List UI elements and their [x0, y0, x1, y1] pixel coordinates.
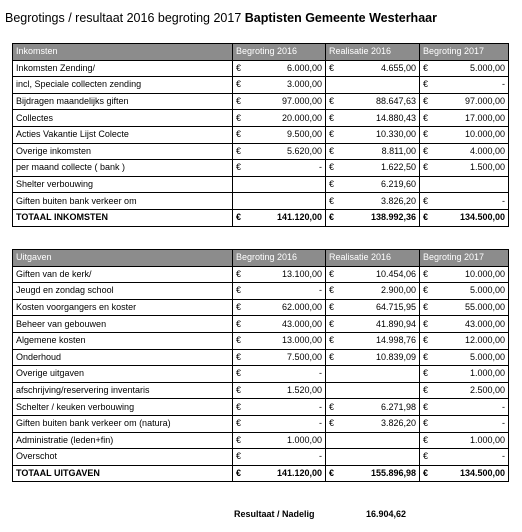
- currency-symbol: €: [236, 145, 242, 156]
- amount-value: -: [319, 401, 322, 412]
- amount-value: 2.500,00: [469, 385, 505, 396]
- currency-symbol: €: [329, 96, 335, 107]
- table-row: [13, 366, 509, 383]
- currency-symbol: €: [423, 302, 429, 313]
- title-prefix: Begrotings / resultaat 2016 begroting 2017: [5, 11, 245, 25]
- amount-cell: [233, 465, 326, 482]
- amount-value: 1.000,00: [469, 434, 505, 445]
- amount-cell: [233, 299, 326, 316]
- income-header-cell: Begroting 2017: [420, 44, 509, 61]
- amount-value: 55.000,00: [464, 302, 505, 313]
- currency-symbol: €: [423, 62, 429, 73]
- expense-table: [12, 249, 509, 482]
- amount-cell: [233, 283, 326, 300]
- amount-cell: [233, 126, 326, 143]
- currency-symbol: €: [329, 129, 335, 140]
- table-row: [13, 316, 509, 333]
- row-label: Shelter verbouwing: [13, 176, 233, 193]
- currency-symbol: €: [236, 468, 242, 479]
- amount-cell: [233, 316, 326, 333]
- currency-symbol: €: [329, 195, 335, 206]
- result-label: Resultaat / Nadelig: [234, 509, 315, 519]
- amount-value: -: [502, 418, 505, 429]
- amount-value: 1.000,00: [286, 434, 322, 445]
- currency-symbol: €: [329, 162, 335, 173]
- currency-symbol: €: [329, 335, 335, 346]
- expense-header-cell: Begroting 2017: [420, 250, 509, 267]
- currency-symbol: €: [236, 162, 242, 173]
- amount-value: 5.000,00: [469, 285, 505, 296]
- amount-value: 1.520,00: [286, 385, 322, 396]
- currency-symbol: €: [329, 179, 335, 190]
- amount-cell: [233, 266, 326, 283]
- amount-value: -: [319, 451, 322, 462]
- amount-cell: [326, 77, 420, 94]
- row-label: Collectes: [13, 110, 233, 127]
- table-row: [13, 432, 509, 449]
- amount-cell: [326, 93, 420, 110]
- row-label: Inkomsten Zending/: [13, 60, 233, 77]
- amount-cell: [420, 193, 509, 210]
- amount-value: 155.896,98: [370, 468, 416, 479]
- amount-value: 88.647,63: [375, 96, 416, 107]
- amount-cell: [420, 93, 509, 110]
- income-header-row: [13, 44, 509, 61]
- currency-symbol: €: [423, 195, 429, 206]
- amount-cell: [420, 316, 509, 333]
- amount-value: 9.500,00: [286, 129, 322, 140]
- currency-symbol: €: [329, 112, 335, 123]
- amount-value: 97.000,00: [464, 96, 505, 107]
- amount-value: 64.715,95: [375, 302, 416, 313]
- amount-cell: [326, 399, 420, 416]
- row-label: per maand collecte ( bank ): [13, 160, 233, 177]
- amount-value: -: [502, 451, 505, 462]
- currency-symbol: €: [423, 335, 429, 346]
- amount-value: 10.330,00: [375, 129, 416, 140]
- table-row: [13, 193, 509, 210]
- currency-symbol: €: [423, 368, 429, 379]
- amount-cell: [420, 160, 509, 177]
- row-label: Overige uitgaven: [13, 366, 233, 383]
- amount-value: 134.500,00: [459, 212, 505, 223]
- table-row: [13, 299, 509, 316]
- amount-cell: [233, 93, 326, 110]
- currency-symbol: €: [423, 451, 429, 462]
- table-row: [13, 449, 509, 466]
- amount-value: 5.000,00: [469, 351, 505, 362]
- amount-value: 43.000,00: [464, 318, 505, 329]
- currency-symbol: €: [423, 96, 429, 107]
- currency-symbol: €: [236, 302, 242, 313]
- currency-symbol: €: [236, 368, 242, 379]
- amount-value: 1.500,00: [469, 162, 505, 173]
- row-label: Kosten voorgangers en koster: [13, 299, 233, 316]
- amount-value: -: [319, 418, 322, 429]
- title-church-name: Baptisten Gemeente Westerhaar: [244, 11, 437, 25]
- amount-cell: [233, 332, 326, 349]
- amount-cell: [420, 415, 509, 432]
- row-label: afschrijving/reservering inventaris: [13, 382, 233, 399]
- expense-header-cell: Begroting 2016: [233, 250, 326, 267]
- amount-value: 4.000,00: [469, 145, 505, 156]
- currency-symbol: €: [329, 302, 335, 313]
- row-label: Bijdragen maandelijks giften: [13, 93, 233, 110]
- amount-value: 10.839,09: [375, 351, 416, 362]
- amount-value: 62.000,00: [281, 302, 322, 313]
- amount-value: 5.000,00: [469, 62, 505, 73]
- amount-value: 6.271,98: [380, 401, 416, 412]
- amount-value: 97.000,00: [281, 96, 322, 107]
- amount-cell: [420, 126, 509, 143]
- amount-value: 13.000,00: [281, 335, 322, 346]
- currency-symbol: €: [236, 212, 242, 223]
- income-header-cell: Begroting 2016: [233, 44, 326, 61]
- amount-value: 3.000,00: [286, 79, 322, 90]
- amount-value: 141.120,00: [276, 212, 322, 223]
- amount-cell: [326, 465, 420, 482]
- amount-value: 8.811,00: [381, 145, 416, 156]
- amount-cell: [420, 366, 509, 383]
- amount-cell: [326, 366, 420, 383]
- amount-value: 10.000,00: [464, 268, 505, 279]
- income-total-row: [13, 209, 509, 226]
- currency-symbol: €: [329, 145, 335, 156]
- row-label: Acties Vakantie Lijst Colecte: [13, 126, 233, 143]
- currency-symbol: €: [236, 401, 242, 412]
- currency-symbol: €: [236, 318, 242, 329]
- amount-value: 14.998,76: [375, 335, 416, 346]
- amount-cell: [420, 349, 509, 366]
- row-label: Onderhoud: [13, 349, 233, 366]
- income-table: [12, 43, 509, 227]
- amount-cell: [420, 332, 509, 349]
- table-row: [13, 176, 509, 193]
- currency-symbol: €: [236, 96, 242, 107]
- row-label: Overige inkomsten: [13, 143, 233, 160]
- row-label: Administratie (leden+fin): [13, 432, 233, 449]
- currency-symbol: €: [236, 451, 242, 462]
- amount-cell: [420, 143, 509, 160]
- amount-value: 3.826,20: [380, 418, 416, 429]
- expense-header-row: [13, 250, 509, 267]
- amount-cell: [420, 465, 509, 482]
- amount-value: 5.620,00: [286, 145, 322, 156]
- amount-cell: [326, 449, 420, 466]
- amount-value: 6.219,60: [380, 179, 416, 190]
- amount-value: -: [319, 368, 322, 379]
- table-row: [13, 60, 509, 77]
- amount-cell: [233, 449, 326, 466]
- amount-cell: [326, 143, 420, 160]
- amount-cell: [233, 349, 326, 366]
- currency-symbol: €: [423, 212, 429, 223]
- amount-cell: [326, 415, 420, 432]
- income-header-cell: Inkomsten: [13, 44, 233, 61]
- amount-cell: [420, 110, 509, 127]
- amount-cell: [233, 382, 326, 399]
- amount-value: 1.000,00: [469, 368, 505, 379]
- amount-value: 43.000,00: [281, 318, 322, 329]
- currency-symbol: €: [423, 318, 429, 329]
- amount-value: 141.120,00: [276, 468, 322, 479]
- amount-value: -: [319, 162, 322, 173]
- income-header-cell: Realisatie 2016: [326, 44, 420, 61]
- table-row: [13, 399, 509, 416]
- amount-cell: [420, 449, 509, 466]
- currency-symbol: €: [236, 335, 242, 346]
- currency-symbol: €: [423, 468, 429, 479]
- amount-cell: [420, 299, 509, 316]
- amount-cell: [420, 77, 509, 94]
- row-label: incl, Speciale collecten zending: [13, 77, 233, 94]
- currency-symbol: €: [423, 401, 429, 412]
- page-title: [5, 11, 437, 25]
- amount-cell: [420, 283, 509, 300]
- amount-cell: [420, 266, 509, 283]
- amount-cell: [233, 77, 326, 94]
- amount-cell: [233, 110, 326, 127]
- currency-symbol: €: [329, 318, 335, 329]
- table-row: [13, 349, 509, 366]
- expense-header-cell: Uitgaven: [13, 250, 233, 267]
- amount-value: 41.890,94: [375, 318, 416, 329]
- currency-symbol: €: [329, 212, 335, 223]
- amount-value: 138.992,36: [370, 212, 416, 223]
- amount-cell: [233, 143, 326, 160]
- row-label: TOTAAL INKOMSTEN: [13, 209, 233, 226]
- amount-value: -: [502, 79, 505, 90]
- row-label: Giften buiten bank verkeer om (natura): [13, 415, 233, 432]
- currency-symbol: €: [423, 268, 429, 279]
- row-label: Schelter / keuken verbouwing: [13, 399, 233, 416]
- table-row: [13, 77, 509, 94]
- table-row: [13, 283, 509, 300]
- table-row: [13, 126, 509, 143]
- table-row: [13, 110, 509, 127]
- amount-cell: [326, 316, 420, 333]
- amount-cell: [326, 126, 420, 143]
- amount-value: 134.500,00: [459, 468, 505, 479]
- currency-symbol: €: [423, 79, 429, 90]
- amount-value: 3.826,20: [380, 195, 416, 206]
- amount-value: 17.000,00: [464, 112, 505, 123]
- amount-value: 10.000,00: [464, 129, 505, 140]
- amount-cell: [233, 209, 326, 226]
- currency-symbol: €: [236, 112, 242, 123]
- table-row: [13, 93, 509, 110]
- amount-value: 7.500,00: [286, 351, 322, 362]
- amount-cell: [420, 432, 509, 449]
- currency-symbol: €: [423, 112, 429, 123]
- amount-cell: [326, 60, 420, 77]
- amount-cell: [233, 60, 326, 77]
- amount-cell: [326, 193, 420, 210]
- amount-cell: [326, 209, 420, 226]
- currency-symbol: €: [236, 418, 242, 429]
- amount-cell: [233, 160, 326, 177]
- amount-cell: [326, 349, 420, 366]
- currency-symbol: €: [236, 129, 242, 140]
- table-row: [13, 266, 509, 283]
- amount-cell: [326, 266, 420, 283]
- amount-value: 10.454,06: [375, 268, 416, 279]
- currency-symbol: €: [423, 145, 429, 156]
- currency-symbol: €: [236, 351, 242, 362]
- table-row: [13, 332, 509, 349]
- currency-symbol: €: [329, 268, 335, 279]
- amount-cell: [326, 176, 420, 193]
- amount-cell: [420, 209, 509, 226]
- amount-value: -: [319, 285, 322, 296]
- currency-symbol: €: [329, 62, 335, 73]
- row-label: Overschot: [13, 449, 233, 466]
- row-label: TOTAAL UITGAVEN: [13, 465, 233, 482]
- amount-value: 4.655,00: [380, 62, 416, 73]
- row-label: Giften buiten bank verkeer om: [13, 193, 233, 210]
- amount-cell: [326, 299, 420, 316]
- currency-symbol: €: [423, 418, 429, 429]
- currency-symbol: €: [236, 79, 242, 90]
- table-row: [13, 143, 509, 160]
- table-row: [13, 160, 509, 177]
- currency-symbol: €: [423, 351, 429, 362]
- amount-cell: [420, 399, 509, 416]
- amount-value: -: [502, 195, 505, 206]
- amount-value: 12.000,00: [464, 335, 505, 346]
- expense-header-cell: Realisatie 2016: [326, 250, 420, 267]
- currency-symbol: €: [329, 285, 335, 296]
- row-label: Giften van de kerk/: [13, 266, 233, 283]
- currency-symbol: €: [423, 385, 429, 396]
- currency-symbol: €: [423, 285, 429, 296]
- result-value: 16.904,62: [366, 509, 407, 519]
- currency-symbol: €: [329, 418, 335, 429]
- currency-symbol: €: [423, 129, 429, 140]
- currency-symbol: €: [236, 434, 242, 445]
- row-label: Algemene kosten: [13, 332, 233, 349]
- currency-symbol: €: [329, 401, 335, 412]
- amount-cell: [420, 382, 509, 399]
- amount-cell: [326, 382, 420, 399]
- amount-cell: [326, 432, 420, 449]
- row-label: Beheer van gebouwen: [13, 316, 233, 333]
- amount-value: 14.880,43: [375, 112, 416, 123]
- amount-cell: [233, 415, 326, 432]
- amount-value: 13.100,00: [281, 268, 322, 279]
- amount-cell: [233, 193, 326, 210]
- amount-cell: [326, 110, 420, 127]
- currency-symbol: €: [236, 62, 242, 73]
- amount-value: 1.622,50: [380, 162, 416, 173]
- amount-cell: [233, 432, 326, 449]
- amount-cell: [233, 176, 326, 193]
- amount-cell: [326, 160, 420, 177]
- expense-total-row: [13, 465, 509, 482]
- currency-symbol: €: [329, 351, 335, 362]
- amount-value: 20.000,00: [281, 112, 322, 123]
- amount-cell: [233, 399, 326, 416]
- amount-value: 2.900,00: [380, 285, 416, 296]
- amount-cell: [233, 366, 326, 383]
- amount-cell: [326, 332, 420, 349]
- amount-cell: [420, 176, 509, 193]
- table-row: [13, 382, 509, 399]
- currency-symbol: €: [236, 285, 242, 296]
- amount-cell: [420, 60, 509, 77]
- table-row: [13, 415, 509, 432]
- amount-value: 6.000,00: [286, 62, 322, 73]
- currency-symbol: €: [423, 434, 429, 445]
- amount-cell: [326, 283, 420, 300]
- currency-symbol: €: [236, 385, 242, 396]
- currency-symbol: €: [423, 162, 429, 173]
- row-label: Jeugd en zondag school: [13, 283, 233, 300]
- currency-symbol: €: [236, 268, 242, 279]
- amount-value: -: [502, 401, 505, 412]
- currency-symbol: €: [329, 468, 335, 479]
